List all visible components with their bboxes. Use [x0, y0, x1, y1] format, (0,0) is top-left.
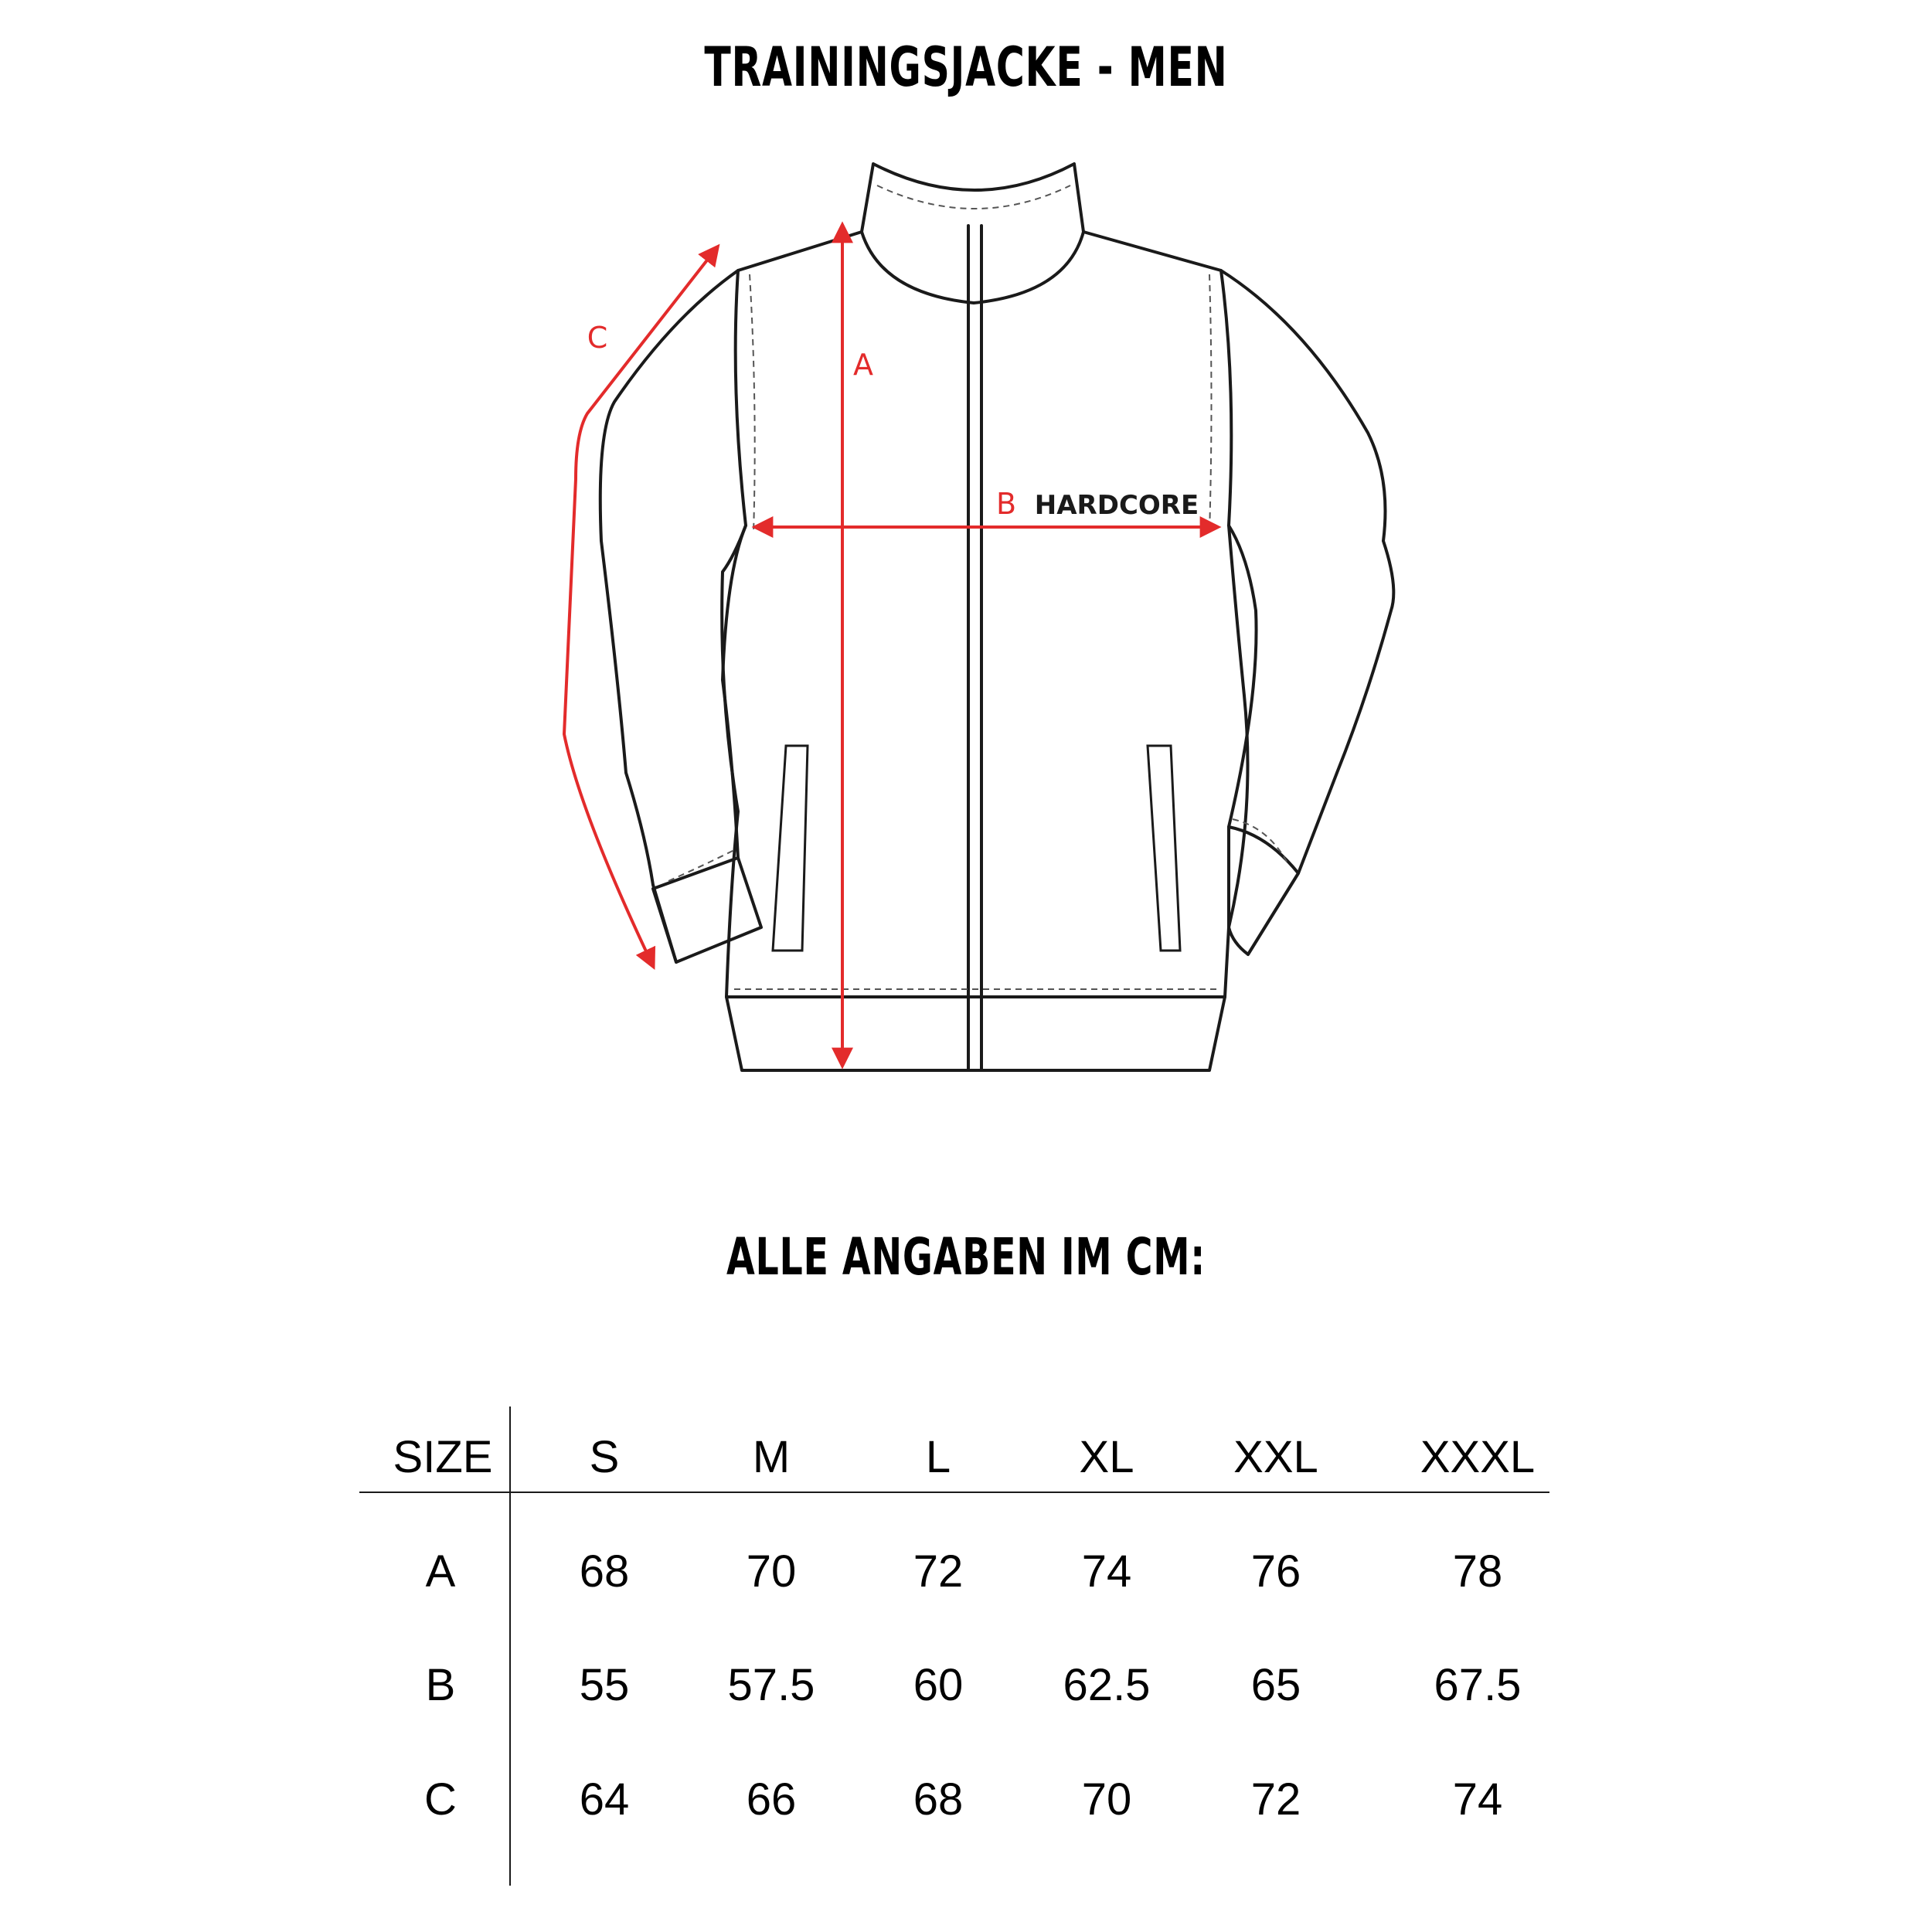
table-cell: 74	[1452, 1774, 1503, 1825]
table-cell: 78	[1452, 1546, 1503, 1597]
table-header-rule	[359, 1492, 1549, 1493]
size-header-cell: XL	[1079, 1432, 1134, 1482]
table-cell: 70	[1081, 1774, 1132, 1825]
cuff-right	[1229, 827, 1298, 954]
body-left	[722, 232, 862, 997]
jacket-outline	[600, 164, 1394, 1070]
size-header-cell: L	[925, 1432, 951, 1482]
pockets	[773, 746, 1180, 951]
logo	[1035, 490, 1199, 521]
size-header-cell: XXXL	[1420, 1432, 1536, 1482]
table-cell: 67.5	[1434, 1660, 1522, 1710]
measurement-arrows	[564, 226, 1217, 1065]
collar	[862, 164, 1083, 303]
table-cell: 57.5	[727, 1660, 815, 1710]
table-cell: 68	[579, 1546, 630, 1597]
table-cell: 74	[1081, 1546, 1132, 1597]
measurement-row-label: C	[424, 1774, 457, 1825]
label-a: A	[853, 348, 873, 382]
table-cell: 72	[913, 1546, 964, 1597]
table-cell: 64	[579, 1774, 630, 1825]
stitching	[668, 185, 1287, 989]
sleeve-left-inner	[723, 526, 746, 858]
cuff-left	[653, 858, 761, 962]
sleeve-right-outer	[1221, 270, 1393, 954]
table-cell: 68	[913, 1774, 964, 1825]
table-cell: 60	[913, 1660, 964, 1710]
units-title: ALLE ANGABEN IM CM:	[726, 1227, 1206, 1287]
sleeve-left-outer	[600, 270, 738, 962]
body-right	[1083, 232, 1248, 997]
pocket-right	[1148, 746, 1180, 951]
table-cell: 72	[1250, 1774, 1301, 1825]
waistband	[726, 997, 1225, 1070]
size-header-cell: M	[752, 1432, 791, 1482]
table-cell: 65	[1250, 1660, 1301, 1710]
table-cell: 66	[746, 1774, 797, 1825]
table-cell: 70	[746, 1546, 797, 1597]
label-b: B	[995, 487, 1017, 521]
measurement-row-label: A	[425, 1546, 456, 1597]
table-column-rule	[509, 1406, 511, 1886]
table-cell: 76	[1250, 1546, 1301, 1597]
label-c: C	[587, 321, 608, 355]
table-header-size: SIZE	[393, 1432, 493, 1482]
pocket-left	[773, 746, 808, 951]
size-header-cell: XXL	[1233, 1432, 1318, 1482]
table-cell: 55	[579, 1660, 630, 1710]
table-cell: 62.5	[1063, 1660, 1151, 1710]
logo-text: HARDCORE	[1034, 490, 1199, 521]
page-title: TRAININGSJACKE - MEN	[704, 36, 1228, 99]
size-header-cell: S	[589, 1432, 620, 1482]
zipper	[968, 226, 981, 1070]
measurement-row-label: B	[425, 1660, 456, 1710]
arrow-c	[564, 247, 717, 966]
